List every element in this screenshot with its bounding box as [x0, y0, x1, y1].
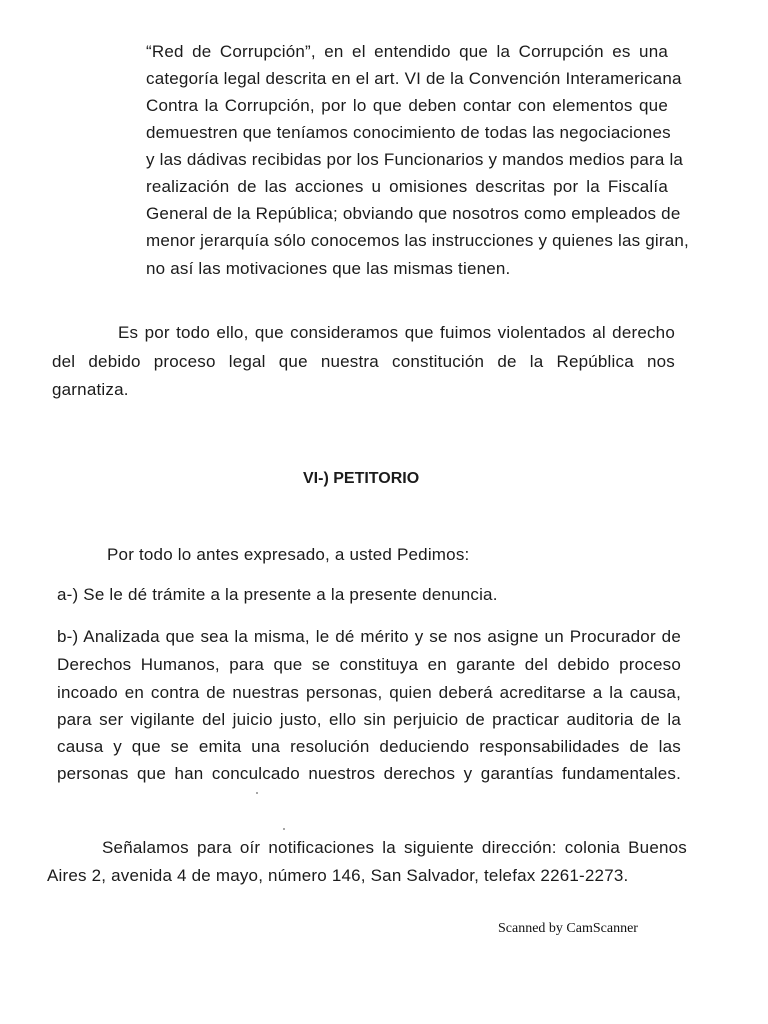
text-line: Derechos Humanos, para que se constituya en garante del debido proceso	[57, 655, 681, 674]
text-line: a-) Se le dé trámite a la presente a la presente denuncia.	[57, 585, 498, 604]
section-heading: VI-) PETITORIO	[303, 470, 420, 487]
text-line: garnatiza.	[52, 380, 129, 399]
text-line: incoado en contra de nuestras personas, quien deberá acreditarse a la causa,	[57, 683, 681, 702]
text-line: categoría legal descrita en el art. VI de la Convención Interamericana	[146, 69, 682, 88]
text-line: Contra la Corrupción, por lo que deben contar con elementos que	[146, 96, 668, 115]
text-line: y las dádivas recibidas por los Funcionarios y mandos medios para la	[146, 150, 684, 169]
text-line: General de la República; obviando que nosotros como empleados de	[146, 204, 681, 223]
text-line: del debido proceso legal que nuestra constitución de la República nos	[52, 352, 675, 371]
text-line: para ser vigilante del juicio justo, ello sin perjuicio de practicar auditoria de la	[57, 710, 681, 729]
text-line: demuestren que teníamos conocimiento de todas las negociaciones	[146, 123, 671, 142]
text-line: “Red de Corrupción”, en el entendido que la Corrupción es una	[146, 42, 668, 61]
text-line: Señalamos para oír notificaciones la siguiente dirección: colonia Buenos	[102, 838, 687, 857]
text-line: menor jerarquía sólo conocemos las instrucciones y quienes las giran,	[146, 231, 689, 250]
text-line: Por todo lo antes expresado, a usted Pedimos:	[107, 545, 470, 564]
scan-speck	[256, 792, 258, 794]
text-line: causa y que se emita una resolución deduciendo responsabilidades de las	[57, 737, 681, 756]
text-line: personas que han conculcado nuestros derechos y garantías fundamentales.	[57, 764, 681, 783]
text-line: realización de las acciones u omisiones descritas por la Fiscalía	[146, 177, 668, 196]
text-line: Aires 2, avenida 4 de mayo, número 146, San Salvador, telefax 2261-2273.	[47, 866, 629, 885]
text-line: no así las motivaciones que las mismas tienen.	[146, 259, 511, 278]
scan-speck	[283, 828, 285, 830]
text-line: Es por todo ello, que consideramos que fuimos violentados al derecho	[118, 323, 675, 342]
scanner-watermark: Scanned by CamScanner	[498, 921, 638, 936]
text-line: b-) Analizada que sea la misma, le dé mérito y se nos asigne un Procurador de	[57, 627, 681, 646]
